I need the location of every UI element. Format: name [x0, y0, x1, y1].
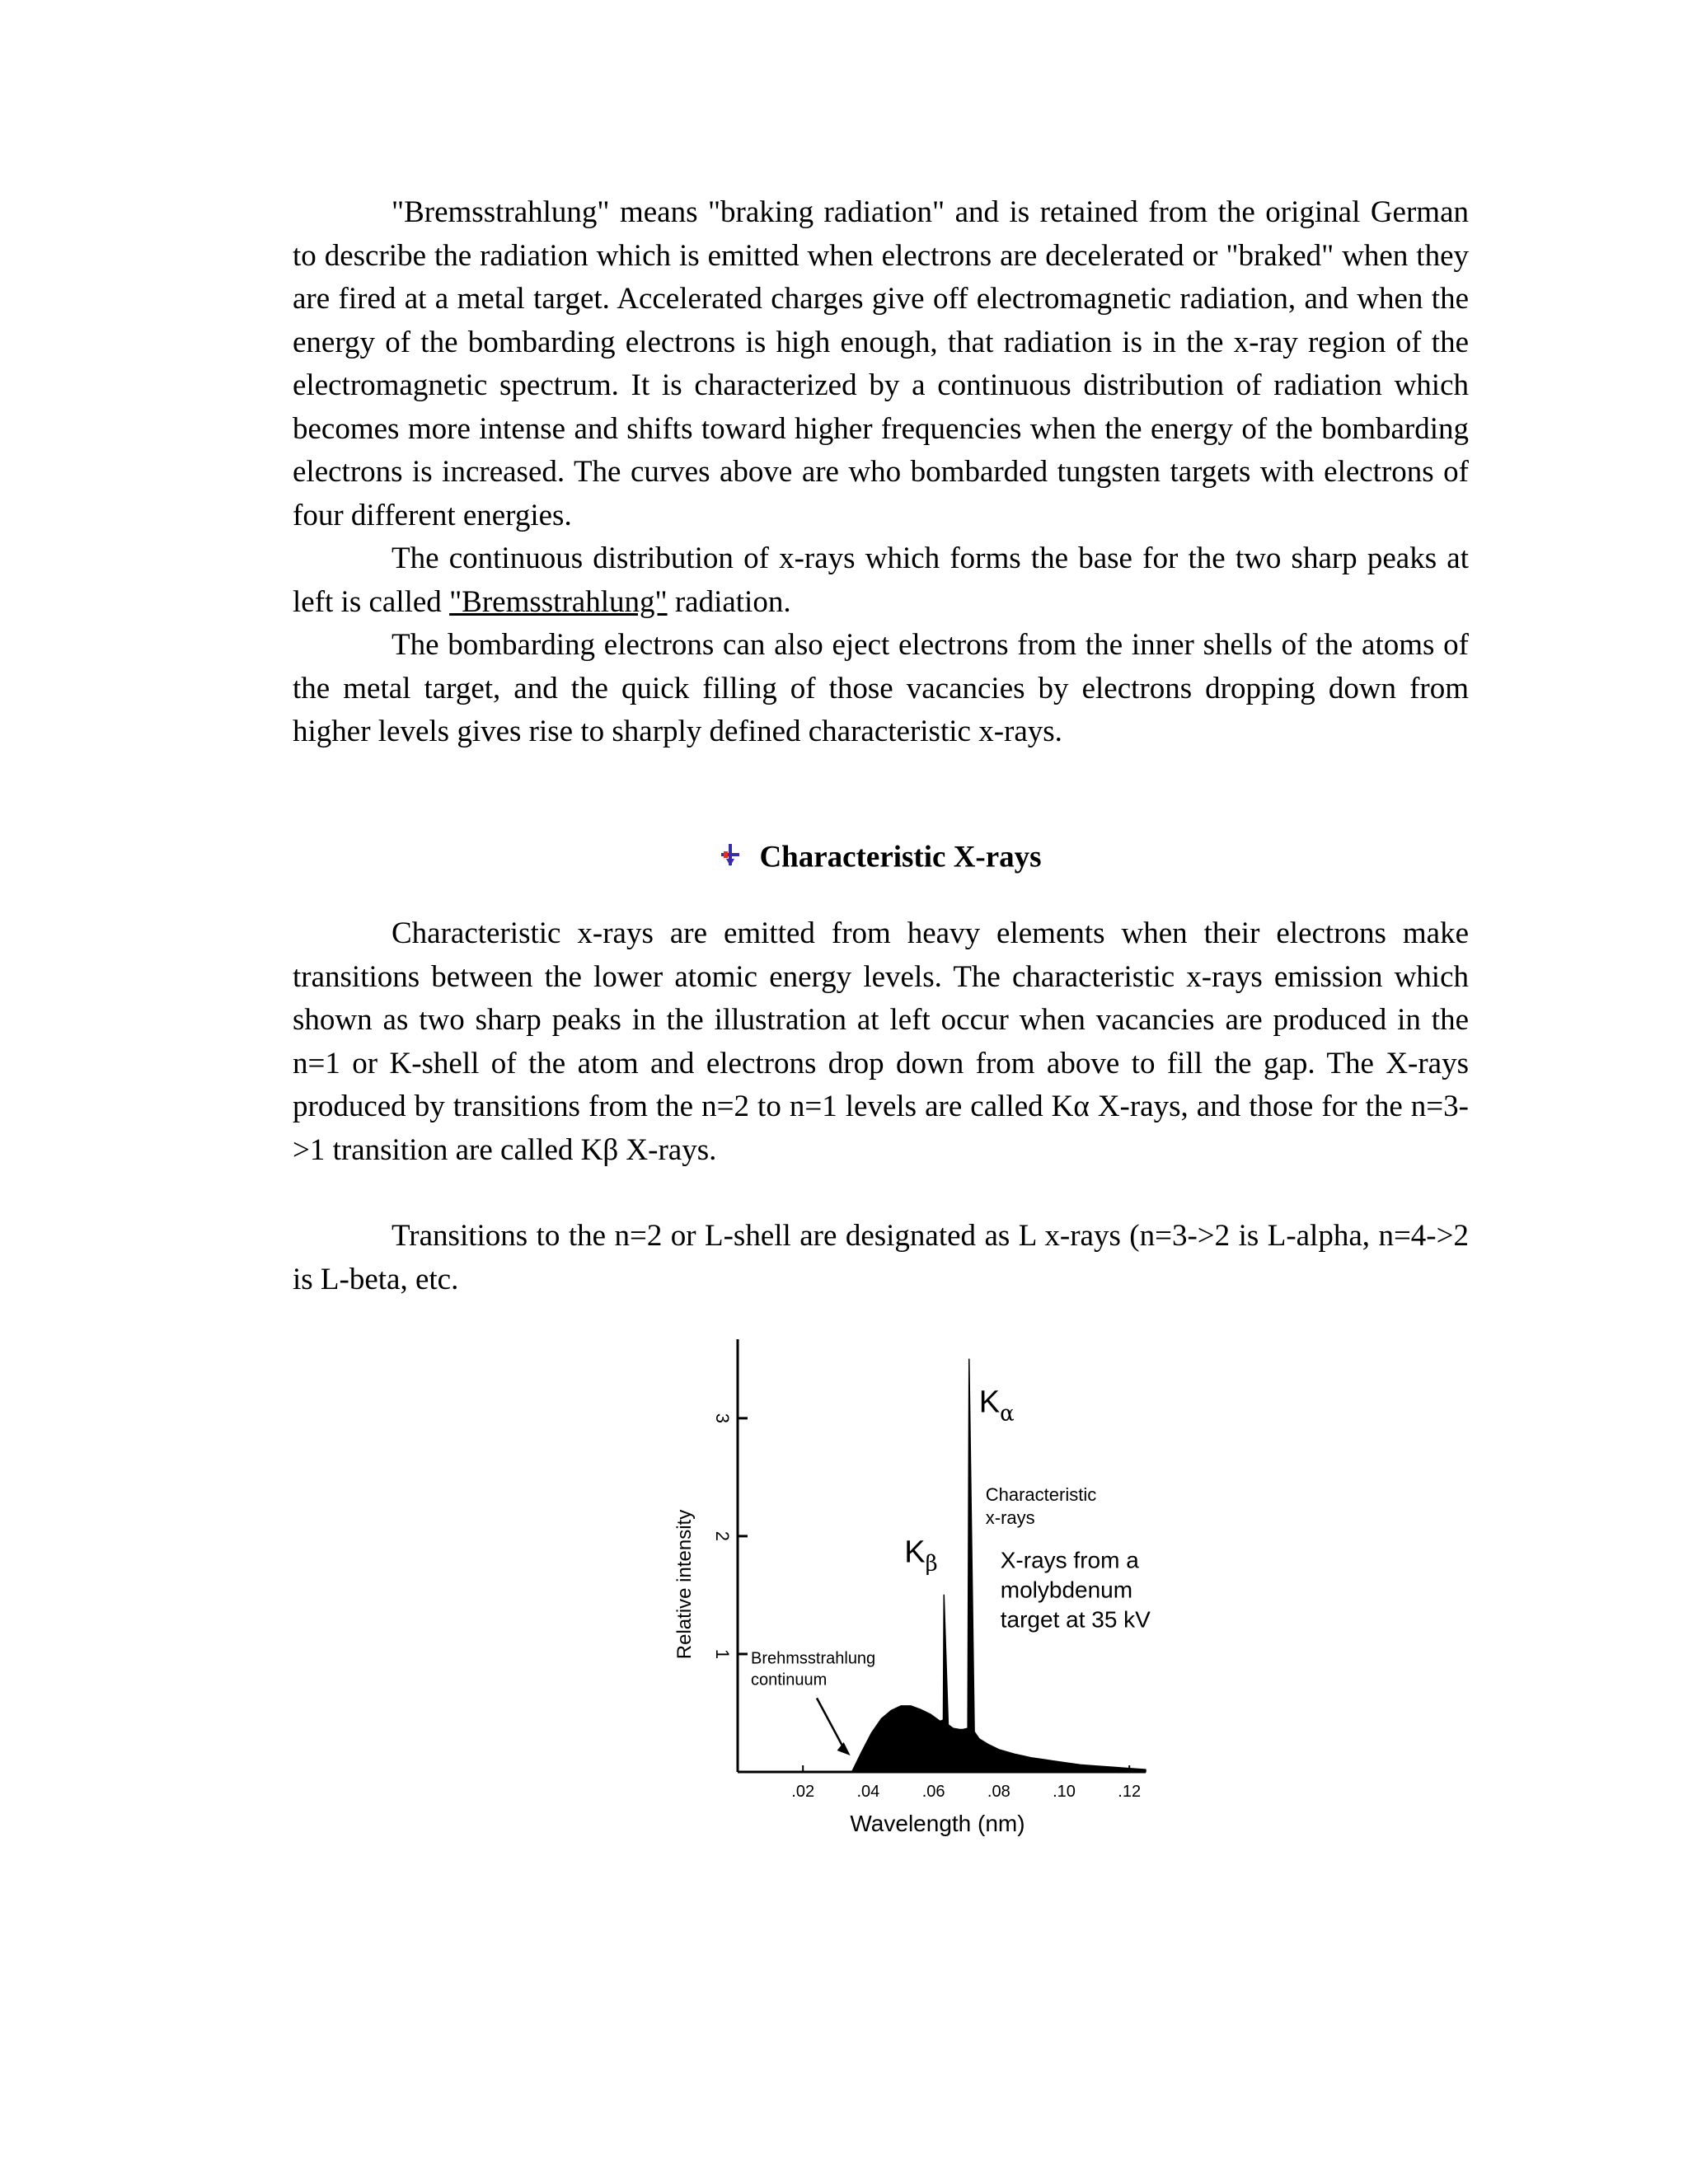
paragraph-bremsstrahlung-intro: "Bremsstrahlung" means "braking radiation" and is retained from the original German to describe the radiation which is emitted when electrons are decelerated or "braked" when they are fired at a metal target. Accelerated charges give off electromagnetic radiation, and when the energy of the bombarding electrons is high enough, that radiation is in the x-ray region of the electromagnetic spectrum. It is characterized by a continuous distribution of radiation which becomes more intense and shifts toward higher frequencies when the energy of the bombarding electrons is increased. The curves above are who bombarded tungsten targets with electrons of four different energies. [293, 195, 1469, 532]
arrow-bullet-icon [720, 837, 741, 879]
k-alpha-label: $K_\alpha$ [978, 1385, 1015, 1427]
xray-spectrum-figure [673, 1335, 1203, 1854]
continuum-arrow-head [837, 1742, 851, 1755]
x-axis-label: Wavelength (nm) [850, 1811, 1025, 1836]
characteristic-label-line2: x-rays [985, 1507, 1035, 1528]
x-tick-label: .08 [987, 1783, 1010, 1801]
paragraph-characteristic-xrays: Characteristic x-rays are emitted from heavy elements when their electrons make transitions between the lower atomic energy levels. The characteristic x-rays emission which shown as two sharp peaks in the illustration at left occur when vacancies are produced in the n=1 or K-shell of the atom and electrons drop down from above to fill the gap. The X-rays produced by transitions from the n=2 to n=1 levels are called Kα X-rays, and those for the n=3->1 transition are called Kβ X-rays. [293, 916, 1469, 1167]
paragraph-continuous-distribution [293, 537, 1469, 624]
section-title: Characteristic X-rays [759, 840, 1042, 874]
continuum-arrow-line [817, 1698, 846, 1751]
paragraph-l-shell: Transitions to the n=2 or L-shell are designated as L x-rays (n=3->2 is L-alpha, n=4->2 is L-beta, etc. [293, 1219, 1469, 1296]
y-tick-label: 3 [712, 1413, 734, 1423]
continuum-label-line1: Brehmsstrahlung [751, 1649, 876, 1668]
x-tick-label: .02 [791, 1783, 815, 1801]
l-shell-paragraph-block [293, 1215, 1469, 1301]
characteristic-label-line1: Characteristic [985, 1483, 1097, 1505]
target-label-line2: molybdenum [1000, 1577, 1133, 1603]
document-page [293, 191, 1469, 1296]
target-label-line1: X-rays from a [1000, 1547, 1139, 1573]
section-heading [293, 834, 1469, 879]
x-tick-label: .10 [1053, 1783, 1076, 1801]
paragraph-text-after: radiation. [667, 584, 791, 619]
x-tick-label: .12 [1118, 1783, 1142, 1801]
bremsstrahlung-link[interactable]: "Bremsstrahlung" [449, 584, 668, 619]
y-tick-label: 1 [712, 1648, 734, 1660]
target-label-line3: target at 35 kV [1000, 1606, 1151, 1633]
paragraph-text-before: The continuous distribution of x-rays which forms the base for the two sharp peaks at left is called [293, 541, 1469, 619]
x-tick-label: .04 [856, 1783, 880, 1801]
characteristic-paragraph-block [293, 912, 1469, 1172]
y-axis-label: Relative intensity [673, 1509, 696, 1660]
paragraph-inner-shells: The bombarding electrons can also eject electrons from the inner shells of the atoms of the metal target, and the quick filling of those vacancies by electrons dropping down from higher levels gives rise to sharply defined characteristic x-rays. [293, 628, 1469, 748]
x-tick-label: .06 [921, 1783, 945, 1801]
continuum-label-line2: continuum [751, 1671, 828, 1690]
y-tick-label: 2 [712, 1530, 734, 1542]
xray-spectrum-chart [673, 1335, 1203, 1854]
k-beta-label: $K_\beta$ [904, 1535, 938, 1577]
